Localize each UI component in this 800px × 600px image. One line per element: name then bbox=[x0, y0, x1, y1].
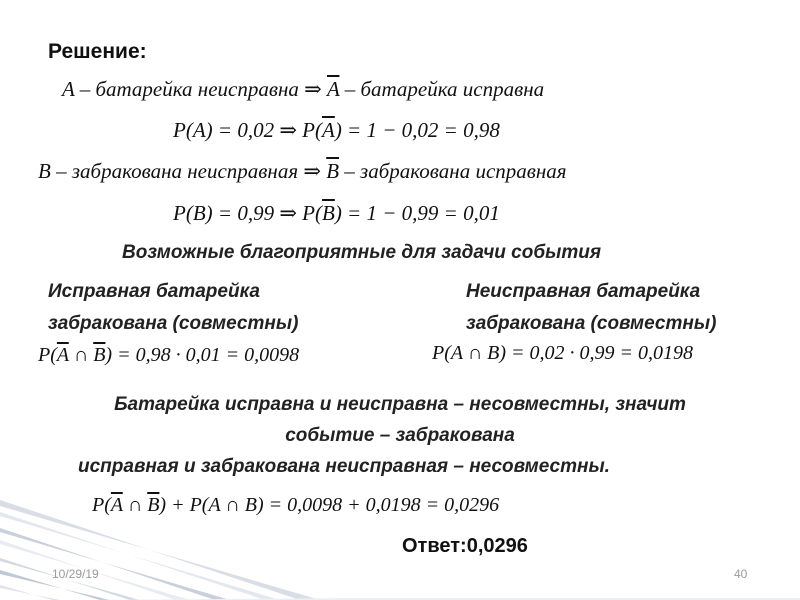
text: – батарейка исправна bbox=[339, 77, 545, 101]
final-formula bbox=[92, 494, 499, 517]
possible-events-title: Возможные благоприятные для задачи события bbox=[122, 242, 602, 263]
text: ∩ bbox=[122, 494, 148, 516]
prob-b-formula bbox=[173, 201, 500, 226]
solution-heading: Решение: bbox=[48, 40, 147, 63]
text: P(B) = 0,99 ⇒ P( bbox=[173, 201, 322, 225]
event-a-definition bbox=[62, 77, 544, 102]
right-case-line1: Неисправная батарейка bbox=[466, 281, 701, 302]
overline-a: $\overline{A}$ bbox=[110, 494, 123, 516]
right-case-line2: забракована (совместны) bbox=[466, 313, 717, 334]
overline-b: $\overline{B}$ bbox=[321, 201, 335, 225]
conclusion-line3: исправная и забракована неисправная – несовместны. bbox=[78, 456, 610, 477]
text: ) = 1 − 0,99 = 0,01 bbox=[334, 201, 500, 225]
slide-date: 10/29/19 bbox=[52, 567, 99, 581]
conclusion-line1: Батарейка исправна и неисправна – несовместны, значит bbox=[114, 394, 686, 415]
text: – забракована исправная bbox=[339, 159, 567, 183]
overline-b: $\overline{B}$ bbox=[147, 494, 160, 516]
overline-a: $\overline{A}$ bbox=[327, 77, 340, 101]
text: ) = 1 − 0,02 = 0,98 bbox=[334, 118, 500, 142]
answer: Ответ:0,0296 bbox=[402, 535, 528, 557]
overline-a: $\overline{A}$ bbox=[321, 118, 335, 142]
text: A – батарейка неисправна ⇒ bbox=[62, 77, 327, 101]
overline-a: $\overline{A}$ bbox=[56, 344, 69, 366]
slide-number: 40 bbox=[734, 567, 748, 581]
event-b-definition bbox=[38, 159, 567, 184]
overline-b: $\overline{B}$ bbox=[93, 344, 106, 366]
text: P( bbox=[38, 344, 57, 366]
conclusion-line2: событие – забракована bbox=[285, 425, 515, 446]
text: B – забракована неисправная ⇒ bbox=[38, 159, 327, 183]
right-case-formula: P(A ∩ B) = 0,02 · 0,99 = 0,0198 bbox=[432, 342, 694, 364]
left-case-line2: забракована (совместны) bbox=[48, 313, 299, 334]
left-case-line1: Исправная батарейка bbox=[48, 281, 260, 302]
prob-a-formula bbox=[173, 118, 500, 143]
overline-b: $\overline{B}$ bbox=[326, 159, 340, 183]
text: P(A) = 0,02 ⇒ P( bbox=[173, 118, 322, 142]
left-case-formula bbox=[38, 344, 299, 367]
text: P( bbox=[92, 494, 111, 516]
text: ∩ bbox=[68, 344, 94, 366]
text: ) + P(A ∩ B) = 0,0098 + 0,0198 = 0,0296 bbox=[159, 494, 500, 516]
text: ) = 0,98 · 0,01 = 0,0098 bbox=[105, 344, 300, 366]
